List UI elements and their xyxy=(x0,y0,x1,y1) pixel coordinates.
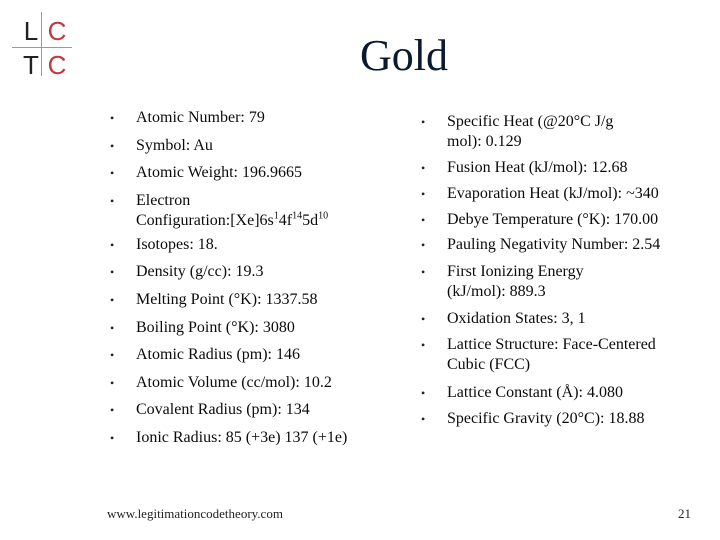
property-text: Ionic Radius: 85 (+3e) 137 (+1e) xyxy=(136,429,348,446)
bullet: • xyxy=(421,213,426,227)
bullet: • xyxy=(110,348,115,362)
slide-title: Gold xyxy=(360,31,448,80)
property-text: Isotopes: 18. xyxy=(136,236,218,253)
bullet: • xyxy=(110,265,115,279)
property-text: Fusion Heat (kJ/mol): 12.68 xyxy=(447,159,628,176)
lctc-logo xyxy=(12,12,72,80)
bullet: • xyxy=(110,293,115,307)
bullet: • xyxy=(421,312,426,326)
bullet: • xyxy=(421,187,426,201)
bullet: • xyxy=(110,321,115,335)
property-text: Covalent Radius (pm): 134 xyxy=(136,401,310,418)
logo-letter-t: T xyxy=(23,50,39,80)
property-text: Atomic Radius (pm): 146 xyxy=(136,346,300,363)
property-text-line1: Electron xyxy=(136,192,191,209)
property-text: Atomic Number: 79 xyxy=(136,109,265,126)
property-text: Melting Point (°K): 1337.58 xyxy=(136,291,318,308)
property-text: Debye Temperature (°K): 170.00 xyxy=(447,211,659,228)
bullet: • xyxy=(110,376,115,390)
property-text: Symbol: Au xyxy=(136,137,213,154)
logo-letter-c-bottom: C xyxy=(47,50,67,80)
property-text: Specific Heat (@20°C J/g mol): 0.129 xyxy=(447,113,614,150)
property-text: Atomic Weight: 196.9665 xyxy=(136,164,302,181)
bullet: • xyxy=(421,115,426,129)
property-text-line2: $Configuration:[Xe]6s^14f^{14}5d^{10}$ xyxy=(136,210,329,229)
bullet: • xyxy=(110,403,115,417)
property-text: Boiling Point (°K): 3080 xyxy=(136,319,295,336)
bullet: • xyxy=(421,386,426,400)
bullet: • xyxy=(421,412,426,426)
bullet: • xyxy=(421,238,426,252)
property-text: Lattice Constant (Å): 4.080 xyxy=(447,384,623,401)
property-text: First Ionizing Energy (kJ/mol): 889.3 xyxy=(447,263,584,300)
bullet: • xyxy=(110,431,115,445)
property-text: Lattice Structure: Face-Centered Cubic (FCC) xyxy=(447,336,656,373)
logo-letter-c-top: C xyxy=(47,16,67,46)
property-text: Density (g/cc): 19.3 xyxy=(136,263,264,280)
bullet: • xyxy=(110,238,115,252)
property-text: Specific Gravity (20°C): 18.88 xyxy=(447,410,645,427)
bullet: • xyxy=(110,111,115,125)
property-text xyxy=(136,191,328,231)
bullet: • xyxy=(110,139,115,153)
bullet: • xyxy=(421,161,426,175)
bullet: • xyxy=(110,194,115,208)
bullet: • xyxy=(110,166,115,180)
bullet: • xyxy=(421,265,426,279)
footer-url: www.legitimationcodetheory.com xyxy=(107,506,283,521)
bullet: • xyxy=(421,338,426,352)
property-text: Evaporation Heat (kJ/mol): ~340 xyxy=(447,185,659,202)
page-number: 21 xyxy=(678,506,691,521)
logo-letter-l: L xyxy=(23,16,39,46)
property-text: Oxidation States: 3, 1 xyxy=(447,310,586,327)
property-text: Pauling Negativity Number: 2.54 xyxy=(447,236,661,253)
property-text: Atomic Volume (cc/mol): 10.2 xyxy=(136,374,332,391)
logo-divider-horizontal xyxy=(12,47,72,48)
